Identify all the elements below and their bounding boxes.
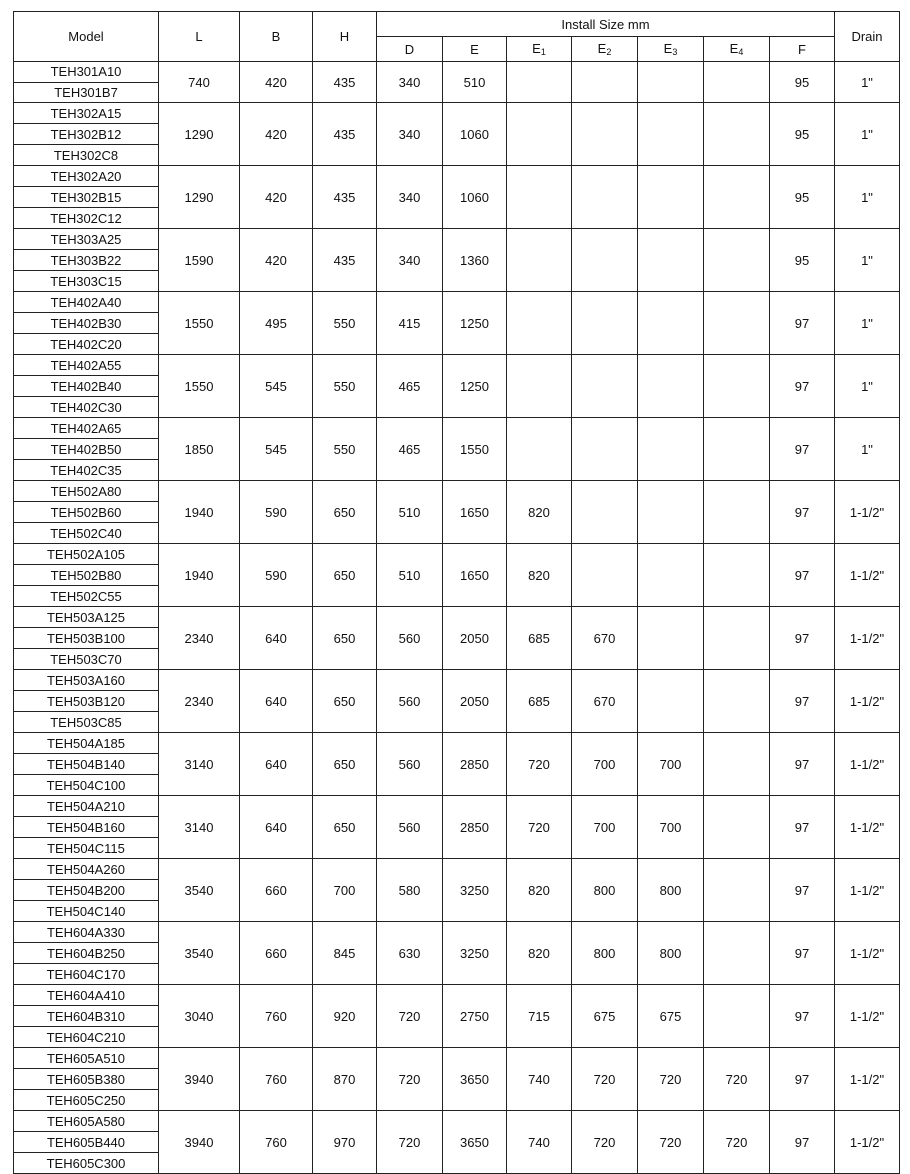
model-cell: TEH302B12 xyxy=(14,124,159,145)
cell-b: 590 xyxy=(240,481,313,544)
model-cell: TEH402A55 xyxy=(14,355,159,376)
cell-e4 xyxy=(704,62,770,103)
model-cell: TEH503A125 xyxy=(14,607,159,628)
cell-d: 720 xyxy=(377,1111,443,1174)
cell-h: 550 xyxy=(313,355,377,418)
cell-f: 95 xyxy=(770,166,835,229)
model-cell: TEH504C140 xyxy=(14,901,159,922)
model-cell: TEH402C30 xyxy=(14,397,159,418)
table-row xyxy=(14,103,900,124)
cell-d: 510 xyxy=(377,481,443,544)
cell-e: 1060 xyxy=(443,166,507,229)
model-cell: TEH604A330 xyxy=(14,922,159,943)
cell-h: 435 xyxy=(313,62,377,103)
cell-e4 xyxy=(704,922,770,985)
cell-e4 xyxy=(704,229,770,292)
cell-e: 1250 xyxy=(443,355,507,418)
model-cell: TEH502C55 xyxy=(14,586,159,607)
cell-e4 xyxy=(704,985,770,1048)
cell-e2 xyxy=(572,481,638,544)
cell-drain: 1-1/2" xyxy=(835,796,900,859)
table-row xyxy=(14,229,900,250)
cell-e3: 700 xyxy=(638,733,704,796)
cell-e1: 820 xyxy=(507,859,572,922)
model-cell: TEH303B22 xyxy=(14,250,159,271)
cell-drain: 1-1/2" xyxy=(835,670,900,733)
cell-l: 1850 xyxy=(159,418,240,481)
model-cell: TEH502C40 xyxy=(14,523,159,544)
cell-l: 3540 xyxy=(159,922,240,985)
cell-e4 xyxy=(704,103,770,166)
cell-b: 760 xyxy=(240,1048,313,1111)
cell-b: 545 xyxy=(240,355,313,418)
model-cell: TEH303A25 xyxy=(14,229,159,250)
cell-b: 545 xyxy=(240,418,313,481)
cell-h: 550 xyxy=(313,418,377,481)
cell-f: 97 xyxy=(770,733,835,796)
cell-l: 1550 xyxy=(159,292,240,355)
model-cell: TEH604A410 xyxy=(14,985,159,1006)
cell-f: 97 xyxy=(770,355,835,418)
cell-h: 650 xyxy=(313,544,377,607)
model-cell: TEH504B140 xyxy=(14,754,159,775)
cell-e1: 685 xyxy=(507,670,572,733)
cell-d: 340 xyxy=(377,103,443,166)
cell-h: 650 xyxy=(313,670,377,733)
cell-drain: 1-1/2" xyxy=(835,922,900,985)
cell-e4 xyxy=(704,544,770,607)
header-L: L xyxy=(159,12,240,62)
cell-e4: 720 xyxy=(704,1048,770,1111)
cell-e1: 720 xyxy=(507,796,572,859)
cell-e3 xyxy=(638,670,704,733)
cell-e2: 800 xyxy=(572,859,638,922)
cell-h: 650 xyxy=(313,607,377,670)
cell-d: 340 xyxy=(377,229,443,292)
cell-e2 xyxy=(572,355,638,418)
header-H: H xyxy=(313,12,377,62)
cell-l: 3140 xyxy=(159,796,240,859)
cell-d: 720 xyxy=(377,1048,443,1111)
cell-e3: 800 xyxy=(638,859,704,922)
cell-h: 920 xyxy=(313,985,377,1048)
cell-e2: 670 xyxy=(572,607,638,670)
table-row xyxy=(14,544,900,565)
cell-d: 560 xyxy=(377,670,443,733)
cell-e: 510 xyxy=(443,62,507,103)
cell-e2: 720 xyxy=(572,1111,638,1174)
cell-drain: 1-1/2" xyxy=(835,481,900,544)
cell-e1 xyxy=(507,355,572,418)
model-cell: TEH402A40 xyxy=(14,292,159,313)
model-cell: TEH502A80 xyxy=(14,481,159,502)
model-cell: TEH605C250 xyxy=(14,1090,159,1111)
model-cell: TEH503B100 xyxy=(14,628,159,649)
cell-h: 970 xyxy=(313,1111,377,1174)
header-E3-sub: 3 xyxy=(672,47,678,57)
cell-d: 720 xyxy=(377,985,443,1048)
cell-b: 590 xyxy=(240,544,313,607)
table-row xyxy=(14,481,900,502)
model-cell: TEH504C115 xyxy=(14,838,159,859)
table-row xyxy=(14,166,900,187)
header-E1: $E_1$ xyxy=(507,37,572,62)
cell-f: 97 xyxy=(770,1111,835,1174)
cell-e2 xyxy=(572,292,638,355)
cell-e: 2750 xyxy=(443,985,507,1048)
cell-b: 660 xyxy=(240,859,313,922)
cell-d: 340 xyxy=(377,62,443,103)
cell-e2: 675 xyxy=(572,985,638,1048)
cell-b: 420 xyxy=(240,62,313,103)
model-cell: TEH605B440 xyxy=(14,1132,159,1153)
cell-f: 95 xyxy=(770,229,835,292)
cell-e3: 700 xyxy=(638,796,704,859)
cell-e3 xyxy=(638,544,704,607)
cell-e1 xyxy=(507,229,572,292)
model-cell: TEH504B160 xyxy=(14,817,159,838)
cell-e3: 720 xyxy=(638,1048,704,1111)
table-row xyxy=(14,1111,900,1132)
model-cell: TEH502B60 xyxy=(14,502,159,523)
cell-d: 630 xyxy=(377,922,443,985)
cell-e4 xyxy=(704,670,770,733)
table-row xyxy=(14,1048,900,1069)
cell-e: 3250 xyxy=(443,859,507,922)
cell-f: 97 xyxy=(770,670,835,733)
cell-l: 1550 xyxy=(159,355,240,418)
header-F: F xyxy=(770,37,835,62)
cell-l: 3940 xyxy=(159,1048,240,1111)
cell-f: 97 xyxy=(770,985,835,1048)
header-D: D xyxy=(377,37,443,62)
cell-e4 xyxy=(704,166,770,229)
cell-d: 465 xyxy=(377,418,443,481)
cell-l: 1590 xyxy=(159,229,240,292)
cell-e4 xyxy=(704,607,770,670)
spec-table xyxy=(13,11,900,1174)
cell-e1 xyxy=(507,292,572,355)
cell-h: 435 xyxy=(313,229,377,292)
cell-b: 640 xyxy=(240,607,313,670)
cell-e1 xyxy=(507,166,572,229)
cell-e3 xyxy=(638,292,704,355)
cell-drain: 1" xyxy=(835,355,900,418)
cell-d: 560 xyxy=(377,607,443,670)
cell-e: 3250 xyxy=(443,922,507,985)
header-E2-sub: 2 xyxy=(606,47,612,57)
cell-b: 640 xyxy=(240,733,313,796)
cell-f: 97 xyxy=(770,607,835,670)
cell-e2 xyxy=(572,62,638,103)
cell-e2: 800 xyxy=(572,922,638,985)
cell-drain: 1-1/2" xyxy=(835,1048,900,1111)
model-cell: TEH303C15 xyxy=(14,271,159,292)
cell-l: 3040 xyxy=(159,985,240,1048)
cell-e2: 670 xyxy=(572,670,638,733)
cell-b: 420 xyxy=(240,229,313,292)
cell-f: 97 xyxy=(770,796,835,859)
model-cell: TEH605B380 xyxy=(14,1069,159,1090)
header-model: Model xyxy=(14,12,159,62)
cell-e1: 740 xyxy=(507,1111,572,1174)
cell-drain: 1-1/2" xyxy=(835,859,900,922)
cell-e1 xyxy=(507,62,572,103)
table-row xyxy=(14,607,900,628)
model-cell: TEH302A15 xyxy=(14,103,159,124)
model-cell: TEH302C12 xyxy=(14,208,159,229)
cell-e2 xyxy=(572,103,638,166)
cell-drain: 1" xyxy=(835,229,900,292)
table-row xyxy=(14,733,900,754)
cell-e: 2050 xyxy=(443,670,507,733)
model-cell: TEH504C100 xyxy=(14,775,159,796)
cell-e: 2850 xyxy=(443,733,507,796)
cell-e4 xyxy=(704,418,770,481)
cell-e2 xyxy=(572,166,638,229)
cell-e: 1360 xyxy=(443,229,507,292)
cell-e3 xyxy=(638,103,704,166)
cell-e3 xyxy=(638,607,704,670)
model-cell: TEH604C170 xyxy=(14,964,159,985)
cell-h: 870 xyxy=(313,1048,377,1111)
model-cell: TEH604B310 xyxy=(14,1006,159,1027)
cell-e: 1650 xyxy=(443,481,507,544)
cell-e3 xyxy=(638,229,704,292)
cell-e3: 800 xyxy=(638,922,704,985)
cell-e3 xyxy=(638,166,704,229)
table-row xyxy=(14,670,900,691)
cell-e4 xyxy=(704,733,770,796)
cell-e4 xyxy=(704,859,770,922)
table-row xyxy=(14,922,900,943)
model-cell: TEH504A185 xyxy=(14,733,159,754)
cell-e1 xyxy=(507,418,572,481)
cell-d: 340 xyxy=(377,166,443,229)
cell-f: 97 xyxy=(770,922,835,985)
cell-l: 2340 xyxy=(159,670,240,733)
header-B: B xyxy=(240,12,313,62)
cell-e1: 820 xyxy=(507,544,572,607)
cell-d: 580 xyxy=(377,859,443,922)
cell-l: 1290 xyxy=(159,166,240,229)
cell-e: 1650 xyxy=(443,544,507,607)
cell-b: 760 xyxy=(240,985,313,1048)
cell-e3 xyxy=(638,481,704,544)
cell-e4 xyxy=(704,481,770,544)
cell-e: 1250 xyxy=(443,292,507,355)
header-install-size: Install Size mm xyxy=(377,12,835,37)
cell-f: 97 xyxy=(770,481,835,544)
header-E4: $E_4$ xyxy=(704,37,770,62)
cell-e2: 720 xyxy=(572,1048,638,1111)
model-cell: TEH302A20 xyxy=(14,166,159,187)
cell-drain: 1-1/2" xyxy=(835,1111,900,1174)
model-cell: TEH604C210 xyxy=(14,1027,159,1048)
cell-e: 2050 xyxy=(443,607,507,670)
cell-d: 465 xyxy=(377,355,443,418)
model-cell: TEH503B120 xyxy=(14,691,159,712)
cell-f: 97 xyxy=(770,418,835,481)
header-E3: $E_3$ xyxy=(638,37,704,62)
model-cell: TEH402B50 xyxy=(14,439,159,460)
model-cell: TEH503A160 xyxy=(14,670,159,691)
cell-e: 3650 xyxy=(443,1111,507,1174)
cell-drain: 1" xyxy=(835,292,900,355)
cell-l: 740 xyxy=(159,62,240,103)
cell-e1: 685 xyxy=(507,607,572,670)
cell-b: 495 xyxy=(240,292,313,355)
model-cell: TEH503C85 xyxy=(14,712,159,733)
model-cell: TEH402B30 xyxy=(14,313,159,334)
cell-e2 xyxy=(572,229,638,292)
cell-e3 xyxy=(638,418,704,481)
model-cell: TEH502A105 xyxy=(14,544,159,565)
cell-b: 640 xyxy=(240,796,313,859)
cell-drain: 1-1/2" xyxy=(835,607,900,670)
cell-b: 760 xyxy=(240,1111,313,1174)
table-row xyxy=(14,859,900,880)
model-cell: TEH605A580 xyxy=(14,1111,159,1132)
cell-h: 845 xyxy=(313,922,377,985)
cell-e1: 715 xyxy=(507,985,572,1048)
model-cell: TEH402C20 xyxy=(14,334,159,355)
table-row xyxy=(14,62,900,83)
cell-e: 1550 xyxy=(443,418,507,481)
cell-f: 97 xyxy=(770,859,835,922)
cell-e4 xyxy=(704,796,770,859)
cell-h: 700 xyxy=(313,859,377,922)
model-cell: TEH502B80 xyxy=(14,565,159,586)
model-cell: TEH605A510 xyxy=(14,1048,159,1069)
cell-e: 3650 xyxy=(443,1048,507,1111)
cell-e2: 700 xyxy=(572,733,638,796)
cell-e: 2850 xyxy=(443,796,507,859)
model-cell: TEH301B7 xyxy=(14,82,159,103)
cell-drain: 1-1/2" xyxy=(835,985,900,1048)
cell-f: 97 xyxy=(770,292,835,355)
cell-e1: 720 xyxy=(507,733,572,796)
model-cell: TEH605C300 xyxy=(14,1153,159,1174)
cell-drain: 1" xyxy=(835,103,900,166)
cell-h: 435 xyxy=(313,103,377,166)
cell-drain: 1-1/2" xyxy=(835,544,900,607)
cell-f: 97 xyxy=(770,544,835,607)
table-row xyxy=(14,418,900,439)
model-cell: TEH504A210 xyxy=(14,796,159,817)
cell-d: 560 xyxy=(377,796,443,859)
model-cell: TEH302C8 xyxy=(14,145,159,166)
cell-e3 xyxy=(638,355,704,418)
cell-h: 650 xyxy=(313,733,377,796)
cell-d: 560 xyxy=(377,733,443,796)
cell-f: 95 xyxy=(770,103,835,166)
cell-e3: 720 xyxy=(638,1111,704,1174)
header-E2: $E_2$ xyxy=(572,37,638,62)
cell-e1: 820 xyxy=(507,481,572,544)
model-cell: TEH504A260 xyxy=(14,859,159,880)
table-row xyxy=(14,985,900,1006)
table-row xyxy=(14,292,900,313)
cell-e: 1060 xyxy=(443,103,507,166)
model-cell: TEH402A65 xyxy=(14,418,159,439)
cell-l: 3540 xyxy=(159,859,240,922)
spec-table-body xyxy=(14,62,900,1174)
model-cell: TEH402B40 xyxy=(14,376,159,397)
cell-l: 3140 xyxy=(159,733,240,796)
model-cell: TEH504B200 xyxy=(14,880,159,901)
cell-h: 650 xyxy=(313,796,377,859)
header-E: E xyxy=(443,37,507,62)
model-cell: TEH503C70 xyxy=(14,649,159,670)
header-row xyxy=(14,12,900,37)
cell-e4 xyxy=(704,292,770,355)
cell-b: 640 xyxy=(240,670,313,733)
header-E1-sub: 1 xyxy=(540,47,546,57)
cell-l: 1940 xyxy=(159,544,240,607)
cell-l: 2340 xyxy=(159,607,240,670)
cell-e1: 740 xyxy=(507,1048,572,1111)
cell-f: 97 xyxy=(770,1048,835,1111)
cell-drain: 1" xyxy=(835,166,900,229)
cell-e2: 700 xyxy=(572,796,638,859)
cell-h: 650 xyxy=(313,481,377,544)
model-cell: TEH402C35 xyxy=(14,460,159,481)
cell-e3: 675 xyxy=(638,985,704,1048)
cell-e4 xyxy=(704,355,770,418)
cell-h: 550 xyxy=(313,292,377,355)
cell-e3 xyxy=(638,62,704,103)
cell-drain: 1" xyxy=(835,418,900,481)
cell-e1 xyxy=(507,103,572,166)
cell-l: 1290 xyxy=(159,103,240,166)
cell-b: 660 xyxy=(240,922,313,985)
model-cell: TEH301A10 xyxy=(14,62,159,83)
cell-d: 415 xyxy=(377,292,443,355)
table-row xyxy=(14,355,900,376)
cell-drain: 1-1/2" xyxy=(835,733,900,796)
cell-f: 95 xyxy=(770,62,835,103)
cell-drain: 1" xyxy=(835,62,900,103)
cell-e2 xyxy=(572,418,638,481)
cell-b: 420 xyxy=(240,166,313,229)
cell-l: 1940 xyxy=(159,481,240,544)
cell-d: 510 xyxy=(377,544,443,607)
model-cell: TEH604B250 xyxy=(14,943,159,964)
cell-e2 xyxy=(572,544,638,607)
cell-l: 3940 xyxy=(159,1111,240,1174)
header-drain: Drain xyxy=(835,12,900,62)
model-cell: TEH302B15 xyxy=(14,187,159,208)
table-row xyxy=(14,796,900,817)
cell-e4: 720 xyxy=(704,1111,770,1174)
cell-h: 435 xyxy=(313,166,377,229)
cell-b: 420 xyxy=(240,103,313,166)
header-E4-sub: 4 xyxy=(738,47,744,57)
cell-e1: 820 xyxy=(507,922,572,985)
